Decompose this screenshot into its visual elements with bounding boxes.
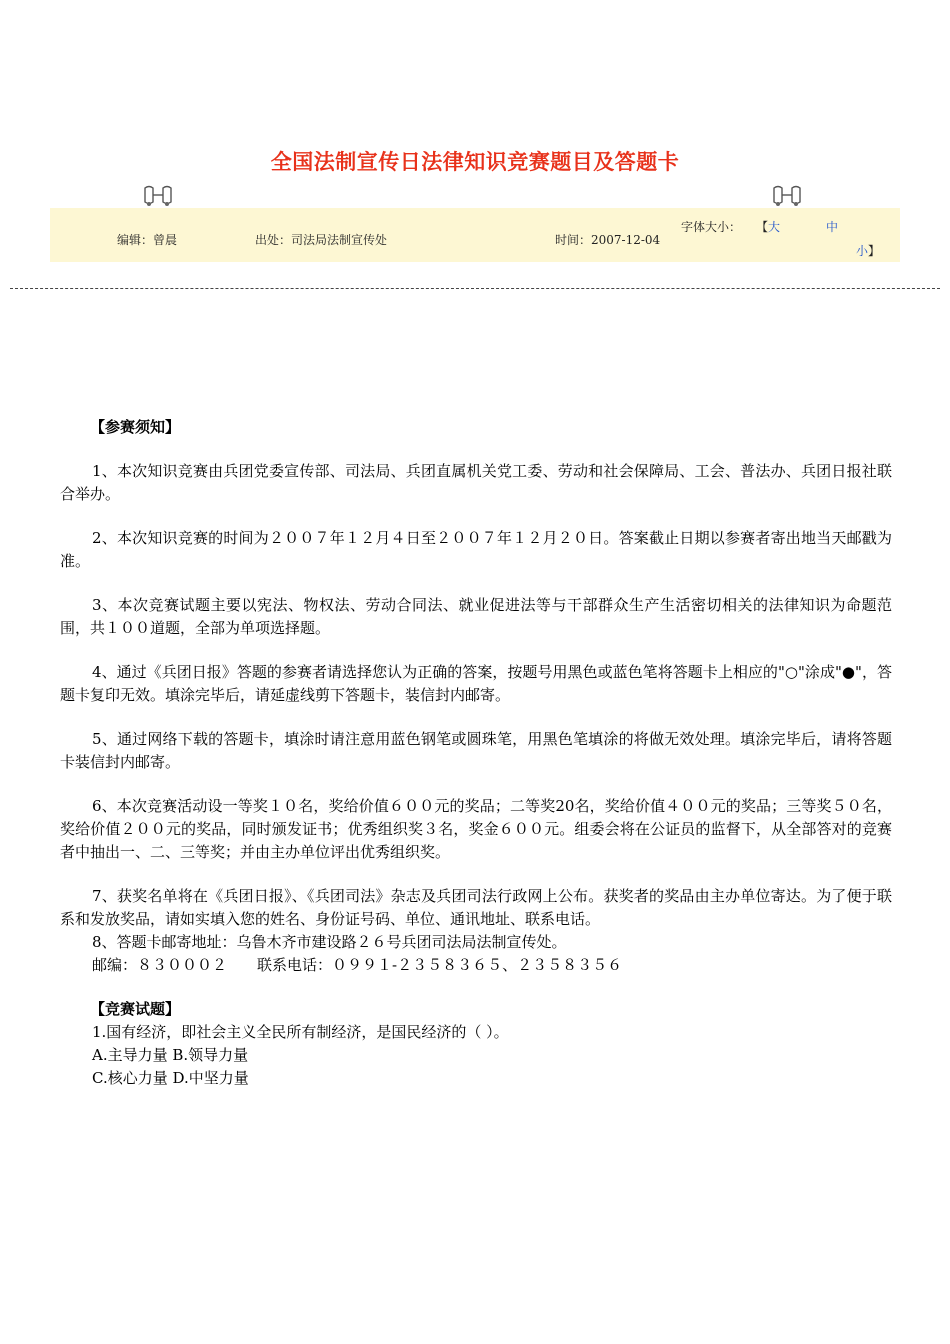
source-label: 出处：司法局法制宣传处 — [255, 233, 388, 247]
font-size-large-link[interactable]: 大 — [768, 220, 781, 234]
question-1-options-ab: A.主导力量 B.领导力量 — [92, 1046, 249, 1064]
notice-item-6: 6、本次竞赛活动设一等奖１０名，奖给价值６００元的奖品；二等奖20名，奖给价值４００元的奖品；三等奖５０名，奖给价值２００元的奖品，同时颁发证书；优秀组织奖３名，奖金６００元。组委会将在公证员的监督下，从全部答对的竞赛者中抽出一、二、三等奖；并由主办单位评出优秀组织奖。 — [60, 797, 892, 861]
font-size-bracket-close: 】 — [868, 244, 881, 258]
article-body — [60, 416, 892, 1090]
article-meta-bar — [50, 208, 900, 262]
notice-item-1: 1、本次知识竞赛由兵团党委宣传部、司法局、兵团直属机关党工委、劳动和社会保障局、工会、普法办、兵团日报社联合举办。 — [60, 462, 892, 503]
font-size-bracket-open: 【 — [756, 220, 769, 234]
mailing-address: 8、答题卡邮寄地址：乌鲁木齐市建设路２６号兵团司法局法制宣传处。 — [92, 933, 567, 951]
question-1-options-cd: C.核心力量 D.中坚力量 — [92, 1069, 249, 1087]
contact-info: 邮编：８３０００２ 联系电话：０９９１-２３５８３６５、２３５８３５６ — [92, 956, 623, 974]
scroll-ornament-icon — [768, 184, 808, 208]
publish-time: 时间：2007-12-04 — [555, 233, 661, 247]
questions-heading: 【竞赛试题】 — [90, 1000, 181, 1018]
cut-line-divider — [10, 288, 940, 289]
notice-heading: 【参赛须知】 — [90, 418, 181, 436]
page-title: 全国法制宣传日法律知识竞赛题目及答题卡 — [270, 150, 680, 174]
font-size-medium-link[interactable]: 中 — [826, 220, 839, 234]
notice-item-7: 7、获奖名单将在《兵团日报》、《兵团司法》杂志及兵团司法行政网上公布。获奖者的奖品由主办单位寄达。为了便于联系和发放奖品，请如实填入您的姓名、身份证号码、单位、通讯地址、联系电话。 — [60, 887, 892, 928]
notice-item-3: 3、本次竞赛试题主要以宪法、物权法、劳动合同法、就业促进法等与干部群众生产生活密切相关的法律知识为命题范围，共１００道题，全部为单项选择题。 — [60, 596, 892, 637]
font-size-small-link[interactable]: 小 — [856, 244, 869, 258]
notice-item-4: 4、通过《兵团日报》答题的参赛者请选择您认为正确的答案，按题号用黑色或蓝色笔将答题卡上相应的"○"涂成"●"，答题卡复印无效。填涂完毕后，请延虚线剪下答题卡，装信封内邮寄。 — [60, 663, 892, 704]
question-1-stem: 1.国有经济，即社会主义全民所有制经济，是国民经济的（ ）。 — [92, 1023, 509, 1041]
notice-item-5: 5、通过网络下载的答题卡，填涂时请注意用蓝色钢笔或圆珠笔，用黑色笔填涂的将做无效处理。填涂完毕后，请将答题卡装信封内邮寄。 — [60, 730, 892, 771]
notice-item-2: 2、本次知识竞赛的时间为２００７年１２月４日至２００７年１２月２０日。答案截止日期以参赛者寄出地当天邮戳为准。 — [60, 529, 892, 570]
editor-label: 编辑：曾晨 — [117, 233, 178, 247]
font-size-label: 字体大小： — [681, 220, 742, 234]
scroll-ornament-icon — [139, 184, 179, 208]
